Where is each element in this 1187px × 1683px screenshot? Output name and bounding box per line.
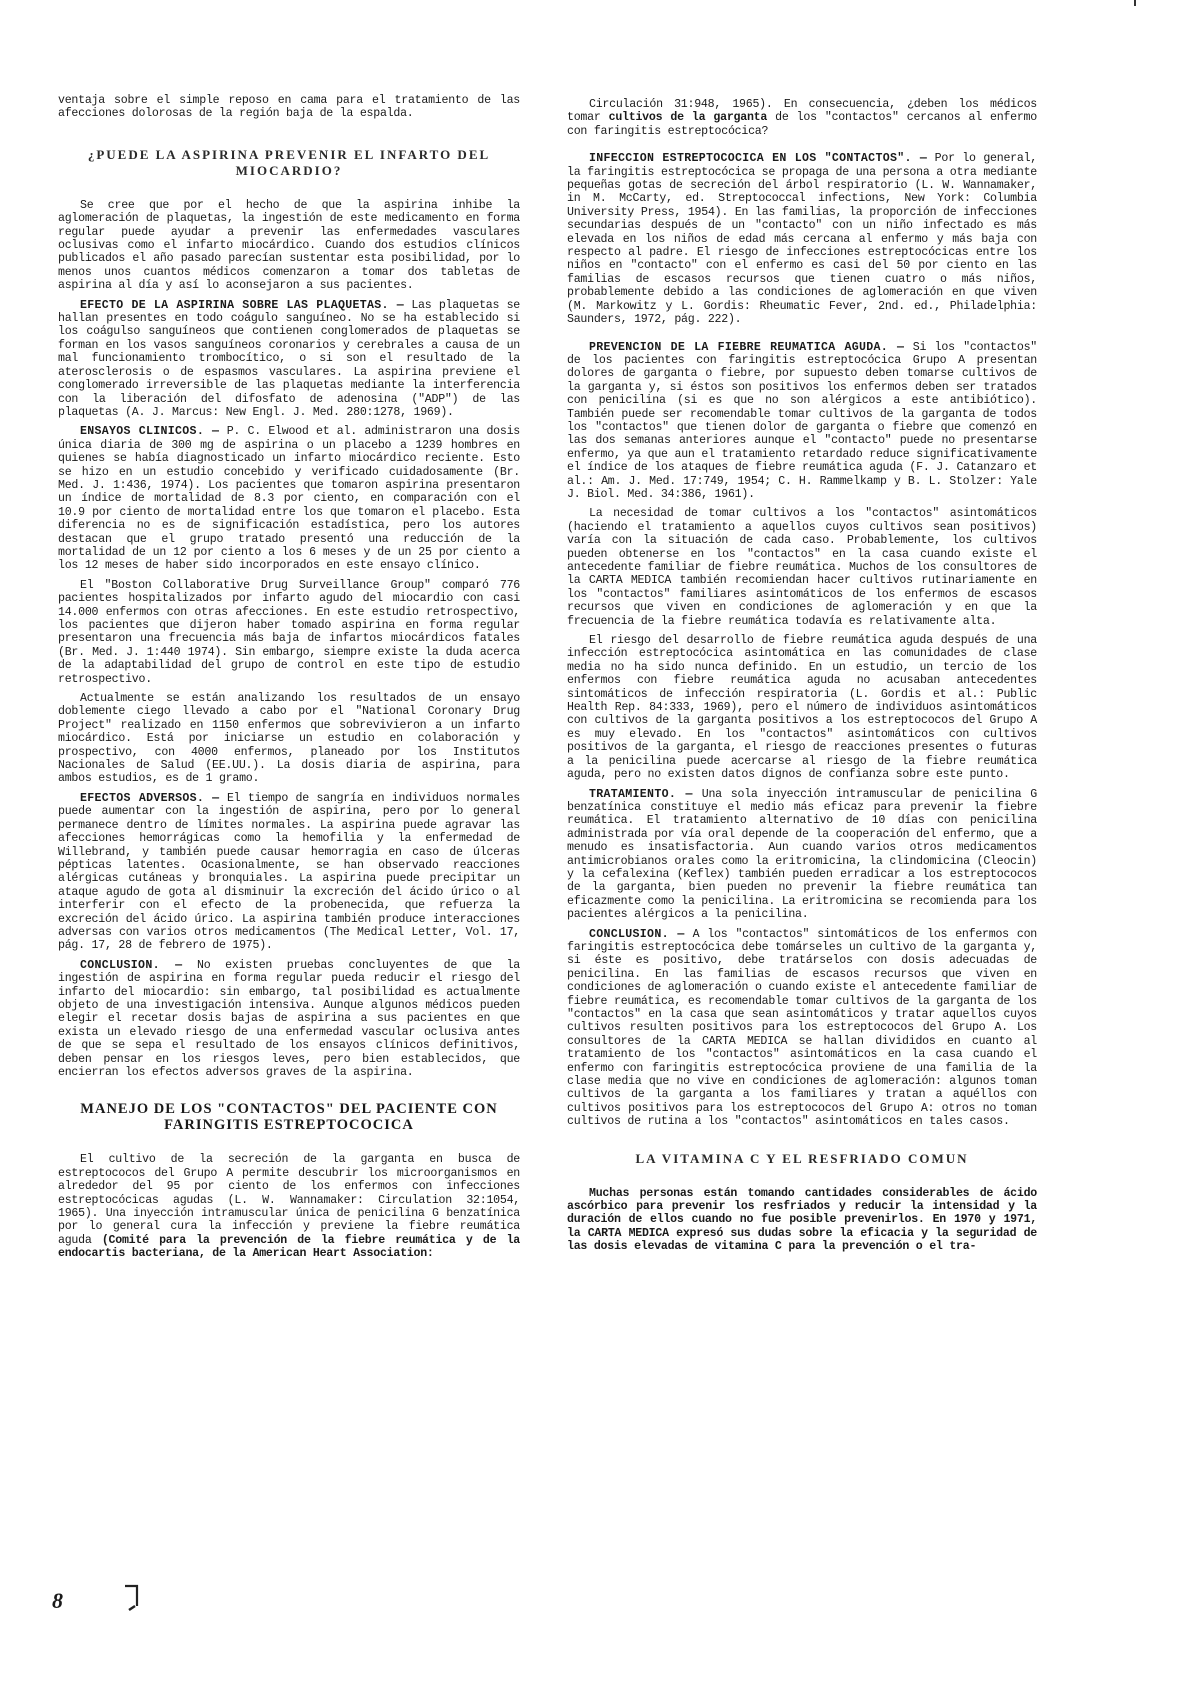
paragraph: Se cree que por el hecho de que la aspirina inhibe la aglomeración de plaquetas, la ingestión de este medicamento en forma regular puede ayudar a prevenir las enfermedades vasculares oclusivas como el infarto miocárdico. Cuando dos estudios clínicos publicados el año pasado parecían sustentar esta posibilidad, por lo menos unos cuantos médicos comenzaron a tomar dos tabletas de aspirina al día y así lo aconsejaron a sus pacientes. [58, 198, 520, 293]
paragraph-text: P. C. Elwood et al. administraron una dosis única diaria de 300 mg de aspirina o un placebo a 1239 hombres en quienes se había diagnosticado un infarto miocárdico reciente. Esto se hizo en un estudio concebido y verificado cuidadosamente (Br. Med. J. 1:436, 1974). Los pacientes que tomaron aspirina presentaron un índice de mortalidad de 8.3 por ciento, en comparación con el 10.9 por ciento de mortalidad entre los que tomaron el placebo. Esta diferencia no es de significación estadística, pero los autores destacan que el grupo tratado presentó una reducción de la mortalidad de un 12 por ciento a los 6 meses y de un 25 por ciento a los 12 meses de haber sido incorporados en este ensayo clínico. [58, 425, 520, 573]
paragraph-text: El tiempo de sangría en individuos normales puede aumentar con la ingestión de aspirina, pero por lo general permanece dentro de límites normales. La aspirina puede agravar las afecciones hemorrágicas como la hemofilia y la enfermedad de Willebrand, y también puede causar hemorragia en caso de úlceras pépticas latentes. Ocasionalmente, se han observado reacciones alérgicas cutáneas y bronquiales. La aspirina puede precipitar un ataque agudo de gota al disminuir la excreción del ácido úrico o al interferir con el efecto de la probenecida, que refuerza la excreción del ácido úrico. La aspirina también produce interacciones adversas con varios otros medicamentos (The Medical Letter, Vol. 17, pág. 17, 28 de febrero de 1975). [58, 791, 521, 953]
paragraph-text: Por lo general, la faringitis estreptocócica se propaga de una persona a otra mediante pequeñas gotas de secreción del árbol respiratorio (L. W. Wannamaker, in M. McCarty, ed. Streptococcal infections, New York: Columbia University Press, 1954). En las familias, la proporción de infecciones secundarias después de un "contacto" con un niño infectado es más elevada en los niños de edad más cercana al enfermo y más baja con respecto al padre. El riesgo de infecciones estreptocócicas entre los niños en "contacto" con el enfermo es casi del 50 por ciento en las familias de escasos recursos que tienen cuatro o más niños, probablemente debido a las condiciones de aglomeración en que viven (M. Markowitz y L. Gordis: Rheumatic Fever, 2nd. ed., Philadelphia: Saunders, 1972, pág. 222). [567, 152, 1037, 327]
section-heading-aspirina: ¿PUEDE LA ASPIRINA PREVENIR EL INFARTO DEL MIOCARDIO? [87, 146, 491, 178]
paragraph: ventaja sobre el simple reposo en cama para el tratamiento de las afecciones dolorosas de la región baja de la espalda. [58, 94, 520, 121]
run-in-heading: EFECTOS ADVERSOS. — [80, 791, 220, 805]
section-heading-vitamina: LA VITAMINA C Y EL RESFRIADO COMUN [635, 1150, 969, 1166]
printer-mark [123, 1584, 145, 1614]
paragraph: El riesgo del desarrollo de fiebre reumática aguda después de una infección estreptocócica asintomática en las comunidades de clase media no ha sido nunca definido. En un estudio, un tercio de los enfermos con fiebre reumática aguda no acusaban antecedentes sintomáticos de infección respiratoria (L. Gordis et al.: Public Health Rep. 84:333, 1969), pero el número de individuos asintomáticos con cultivos de la garganta positivos a los estreptococos del Grupo A es muy elevado. En los "contactos" asintomáticos con cultivos positivos de la garganta, el riesgo de reacciones presentes o futuras a la penicilina puede acercarse al riesgo de la fiebre reumática aguda, pero no existen datos dignos de confianza sobre este punto. [567, 634, 1037, 782]
run-in-heading: CONCLUSION. — [80, 958, 183, 972]
paragraph-text: El cultivo de la secreción de la garganta en busca de estreptococos del Grupo A permite descubrir los microorganismos en alrededor del 95 por ciento de los enfermos con infecciones estreptocócicas agudas (L. W. Wannamaker: Circulation 32:1054, 1965). Una inyección intramuscular única de penicilina G benzatínica por lo general cura la infección y previene la fiebre reumática aguda [58, 1153, 520, 1247]
paragraph [58, 959, 520, 1080]
paragraph [58, 792, 520, 953]
paragraph [567, 98, 1037, 138]
run-in-heading: CONCLUSION. — [589, 927, 685, 941]
paragraph [567, 928, 1037, 1129]
run-in-heading: EFECTO DE LA ASPIRINA SOBRE LAS PLAQUETAS. — [80, 298, 404, 312]
paragraph [567, 152, 1037, 326]
paragraph-text: No existen pruebas concluyentes de que la ingestión de aspirina en forma regular pueda reducir el riesgo del infarto del miocardio: sin embargo, tal posibilidad es actualmente objeto de una investigación intensiva. Aunque algunos médicos pueden elegir el recetar dosis bajas de aspirina a sus pacientes en que exista un elevado riesgo de una enfermedad vascular oclusiva antes de que se sepa el resultado de los ensayos clínicos definitivos, deben pensar en los riesgos leves, pero bien establecidos, que encierran los efectos adversos graves de la aspirina. [58, 958, 520, 1079]
run-in-heading: ENSAYOS CLINICOS. — [80, 425, 220, 439]
paragraph [58, 425, 520, 572]
paragraph [567, 341, 1037, 502]
paragraph: Muchas personas están tomando cantidades considerables de ácido ascórbico para prevenir los resfriados y reducir la intensidad y la duración de ellos cuando no fue posible prevenirlos. En 1970 y 1971, la CARTA MEDICA expresó sus dudas sobre la eficacia y la seguridad de las dosis elevadas de vitamina C para la prevención o el tra- [567, 1186, 1037, 1254]
paragraph-text: Las plaquetas se hallan presentes en todo coágulo sanguíneo. No se ha establecido si los coágulso sanguíneos que contienen conglomerados de plaquetas se forman en los vasos sanguíneos coronarios y cerebrales a causa de un mal funcionamiento trombocítico, o si son el resultado de la aterosclerosis o de espasmos vasculares. La aspirina previene el conglomerado irreversible de las plaquetas mediante la interferencia con la liberación del difosfato de adenosina ("ADP") de las plaquetas (A. J. Marcus: New Engl. J. Med. 280:1278, 1969). [58, 298, 520, 419]
paragraph [58, 299, 520, 420]
paragraph-text: Si los "contactos" de los pacientes con faringitis estreptocócica Grupo A presentan dolores de garganta o fiebre, por supuesto deben tomarse cultivos de la garganta y, si éstos son positivos los enfermos deben ser tratados con penicilina (si es que no son alérgicos a este antibiótico). También puede ser recomendable tomar cultivos de la garganta de todos los "contactos" que tienen dolor de garganta o fiebre que comenzó en las dos semanas anteriores aunque el "contacto" puede no presentarse enfermo, ya que aun el tratamiento retardado reduce significativamente el índice de los ataques de fiebre reumática aguda (F. J. Catanzaro et al.: Am. J. Med. 17:749, 1954; C. H. Rammelkamp y B. L. Stolzer: Yale J. Biol. Med. 34:386, 1961). [567, 340, 1038, 501]
run-in-heading: INFECCION ESTREPTOCOCICA EN LOS "CONTACTOS". — [589, 152, 928, 166]
paragraph: La necesidad de tomar cultivos a los "contactos" asintomáticos (haciendo el tratamiento a aquellos cuyos cultivos sean positivos) varía con la situación de cada caso. Probablemente, los cultivos pueden obtenerse en los "contactos" en la casa cuando existe el antecedente familiar de fiebre reumática. Muchos de los consultores de la CARTA MEDICA también recomiendan hacer cultivos rutinariamente en los "contactos" familiares asintomáticos de los enfermos de escasos recursos que viven en condiciones de aglomeración y en que la frecuencia de la fiebre reumática todavía es relativamente alta. [567, 507, 1037, 628]
paragraph: Actualmente se están analizando los resultados de un ensayo doblemente ciego llevado a cabo por el "National Coronary Drug Project" realizado en 1150 enfermos que sobrevivieron a un infarto miocárdico. Está por iniciarse un estudio en colaboración y prospectivo, con 4000 enfermos, planeado por los Institutos Nacionales de Salud (EE.UU.). La dosis diaria de aspirina, para ambos estudios, es de 1 gramo. [58, 692, 520, 786]
paragraph-bold-text: cultivos de la garganta [608, 111, 768, 125]
run-in-heading: PREVENCION DE LA FIEBRE REUMATICA AGUDA. — [589, 340, 905, 354]
page-number: 8 [52, 1588, 63, 1613]
run-in-heading: TRATAMIENTO. — [589, 787, 693, 801]
paragraph [58, 1153, 520, 1260]
right-column [567, 98, 1037, 1260]
left-column [58, 94, 520, 1267]
paragraph: El "Boston Collaborative Drug Surveillance Group" comparó 776 pacientes hospitalizados por infarto agudo del miocardio con casi 14.000 enfermos con otras afecciones. En este estudio retrospectivo, los pacientes que dijeron haber tomado aspirina en forma regular presentaron una frecuencia más baja de infartos miocárdicos fatales (Br. Med. J. 1:440 1974). Sin embargo, siempre existe la duda acerca de la adaptabilidad del grupo de control en este tipo de estudio retrospectivo. [58, 578, 520, 686]
section-heading-manejo: MANEJO DE LOS "CONTACTOS" DEL PACIENTE CON FARINGITIS ESTREPTOCOCICA [80, 1101, 498, 1134]
paragraph-text: Una sola inyección intramuscular de penicilina G benzatínica constituye el medio más eficaz para prevenir la fiebre reumática. El tratamiento alternativo de 10 días con penicilina administrada por vía oral depende de la cooperación del enfermo, que a menudo es insatisfactoria. Aun cuando varios otros medicamentos antimicrobianos orales como la eritromicina, la clindomicina (Cleocin) y la cefalexina (Keflex) también pueden erradicar a los estreptococos de la garganta, bien pueden no prevenir la fiebre reumática tan eficazmente como la penicilina. La eritromicina se recomienda para los pacientes alérgicos a la penicilina. [567, 787, 1037, 922]
corner-mark [1134, 0, 1136, 6]
paragraph-text: de los "contactos" cercanos al enfermo con faringitis estreptocócica? [567, 111, 1037, 138]
paragraph-text: A los "contactos" sintomáticos de los enfermos con faringitis estreptocócica debe tomárseles un cultivo de la garganta y, si éste es positivo, debe tratárselos con dosis adecuadas de penicilina. En las familias de escasos recursos que viven en condiciones de aglomeración o cuando existe el antecedente familiar de fiebre reumática, es recomendable tomar cultivos de la garganta de los "contactos" en la casa que sean asintomáticos y tratar aquellos cuyos cultivos resulten positivos para los estreptococos del Grupo A. Los consultores de la CARTA MEDICA se hallan divididos en cuanto al tratamiento de los "contactos" asintomáticos en la casa cuando el enfermo con faringitis estreptocócica proviene de una familia de la clase media que no vive en condiciones de aglomeración: algunos toman cultivos de la garganta a los familiares y tratan a aquéllos con cultivos positivos para los estreptococos del Grupo A: otros no toman cultivos de rutina a los "contactos" asintomáticos en tales casos. [567, 927, 1037, 1129]
paragraph-text: Circulación 31:948, 1965). En consecuencia, ¿deben los médicos tomar [567, 98, 1037, 125]
paragraph [567, 788, 1037, 922]
paragraph-bold-text: (Comité para la prevención de la fiebre reumática y de la endocartis bacteriana, de la American Heart Association: [58, 1233, 520, 1261]
